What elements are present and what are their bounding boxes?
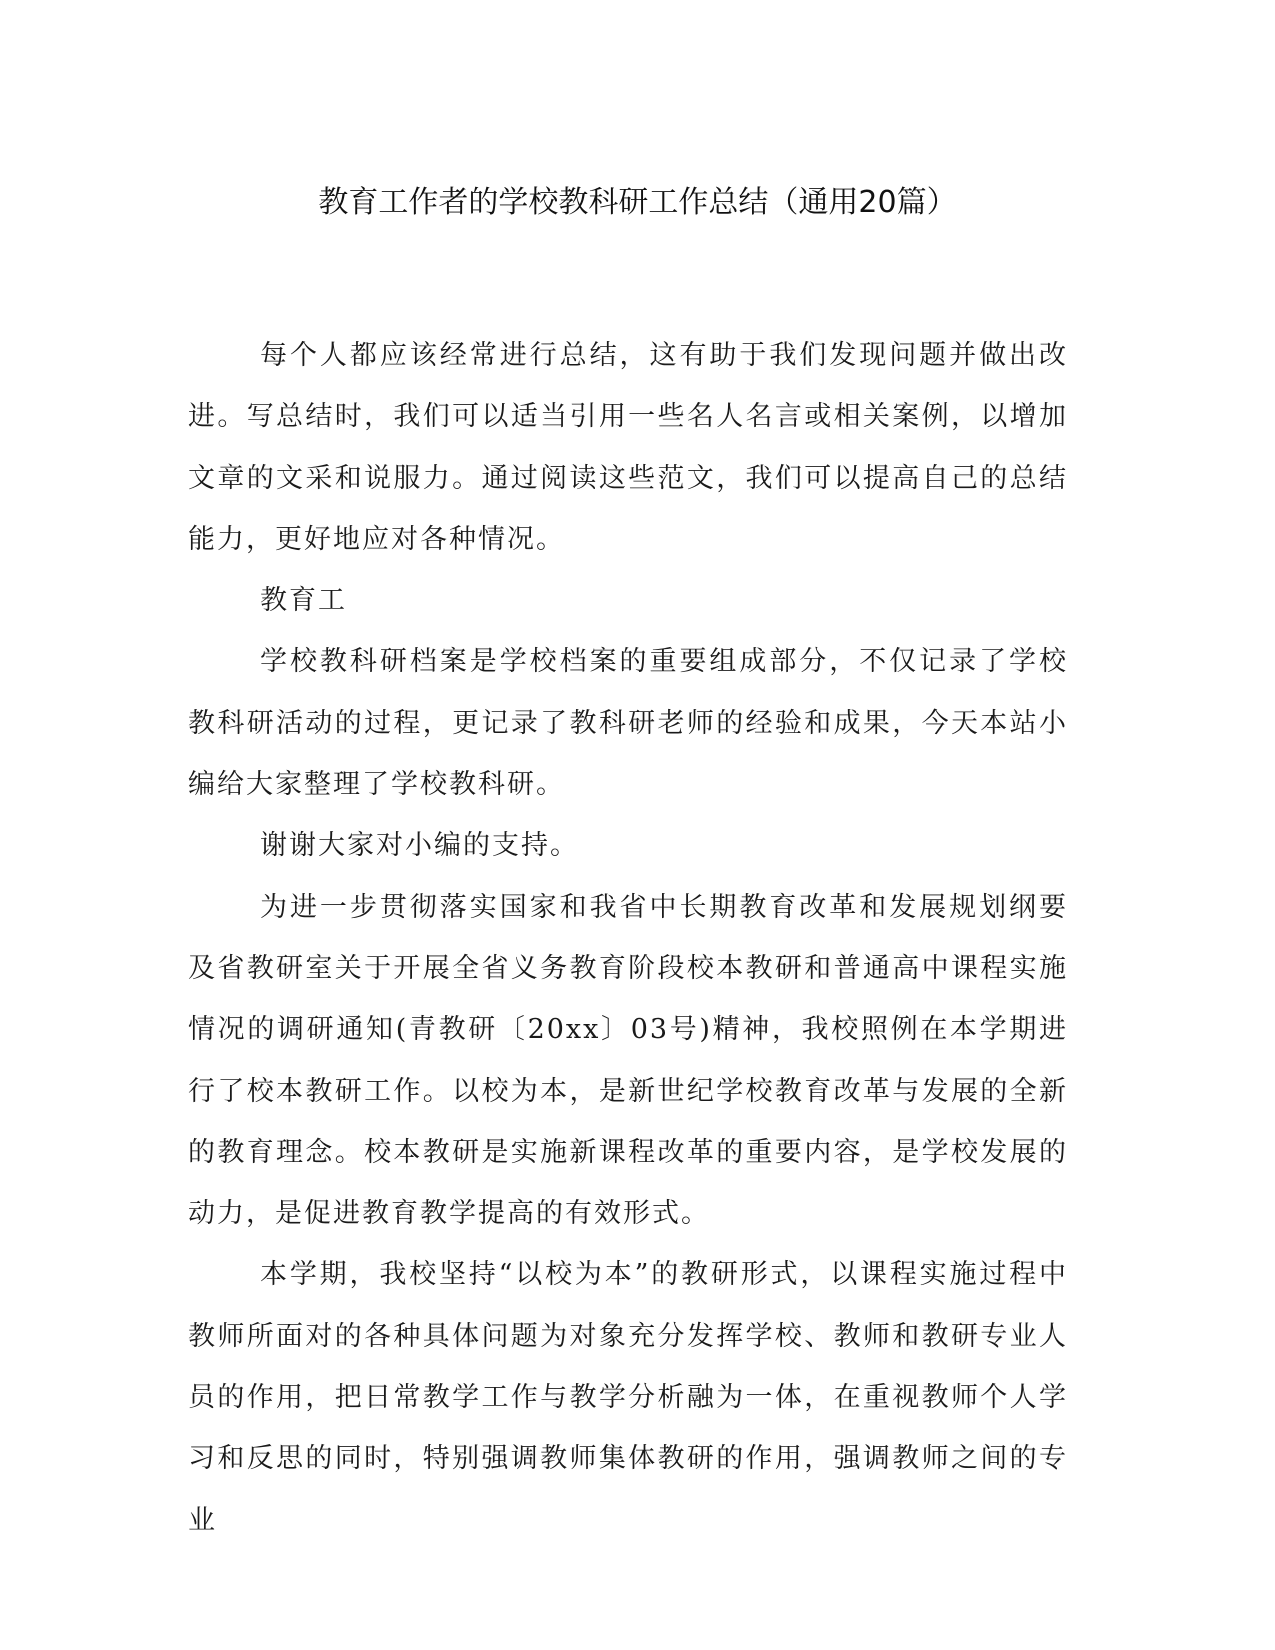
document-title: 教育工作者的学校教科研工作总结（通用20篇） <box>318 185 957 220</box>
paragraph-policy: 为进一步贯彻落实国家和我省中长期教育改革和发展规划纲要及省教研室关于开展全省义务教育阶段校本教研和普通高中课程实施情况的调研通知(青教研〔20xx〕03号)精神，我校照例在本学期进行了校本教研工作。以校为本，是新世纪学校教育改革与发展的全新的教育理念。校本教研是实施新课程改革的重要内容，是学校发展的动力，是促进教育教学提高的有效形式。 <box>188 891 1068 1230</box>
paragraph-thanks: 谢谢大家对小编的支持。 <box>260 830 579 862</box>
paragraph-intro: 每个人都应该经常进行总结，这有助于我们发现问题并做出改进。写总结时，我们可以适当引用一些名人名言或相关案例，以增加文章的文采和说服力。通过阅读这些范文，我们可以提高自己的总结能力，更好地应对各种情况。 <box>188 340 1068 555</box>
paragraph-fragment: 教育工 <box>260 585 347 617</box>
paragraph-semester: 本学期，我校坚持“以校为本”的教研形式，以课程实施过程中教师所面对的各种具体问题为对象充分发挥学校、教师和教研专业人员的作用，把日常教学工作与教学分析融为一体，在重视教师个人学习和反思的同时，特别强调教师集体教研的作用，强调教师之间的专业 <box>188 1259 1068 1536</box>
document-body <box>188 325 1068 1551</box>
paragraph-archive: 学校教科研档案是学校档案的重要组成部分，不仅记录了学校教科研活动的过程，更记录了教科研老师的经验和成果，今天本站小编给大家整理了学校教科研。 <box>188 646 1068 801</box>
